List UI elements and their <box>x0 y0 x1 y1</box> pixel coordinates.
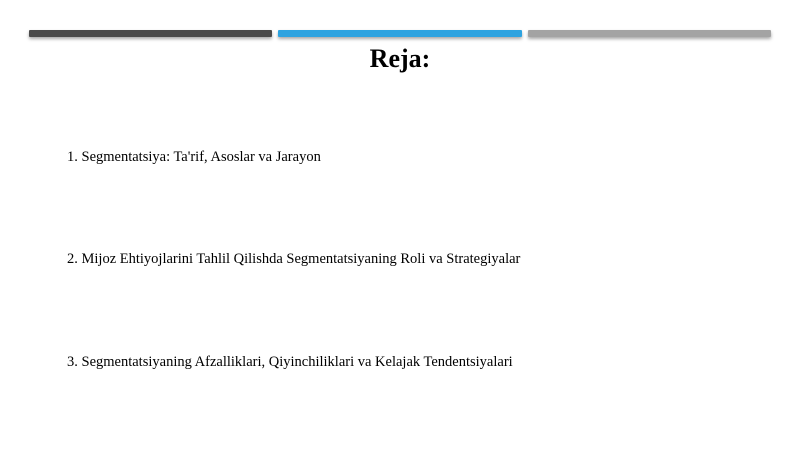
decorative-bar-gray <box>528 30 771 37</box>
decorative-bar-dark <box>29 30 272 37</box>
plan-item-1: 1. Segmentatsiya: Ta'rif, Asoslar va Jarayon <box>67 149 321 165</box>
plan-item-3: 3. Segmentatsiyaning Afzalliklari, Qiyinchiliklari va Kelajak Tendentsiyalari <box>67 354 513 370</box>
plan-item-2: 2. Mijoz Ehtiyojlarini Tahlil Qilishda Segmentatsiyaning Roli va Strategiyalar <box>67 251 521 267</box>
decorative-bar-blue <box>278 30 522 37</box>
slide-title: Reja: <box>369 44 431 73</box>
